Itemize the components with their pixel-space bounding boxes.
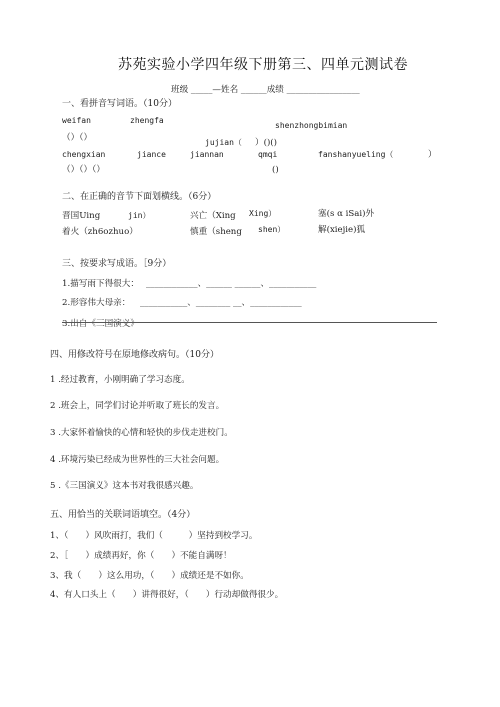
pinyin-fanshanyueling: fanshanyueling（: [318, 150, 394, 159]
syllable-item-saiwai: 塞(s α iSai)外: [318, 209, 375, 219]
section-2-heading: 二、在正确的音节下面划横线。（6分）: [62, 192, 217, 202]
pinyin-weifan: weifan: [62, 116, 91, 125]
answer-blanks-row1: （）（）: [62, 133, 93, 143]
section-1-heading: 一、看拼音写词语。（10分）: [62, 99, 177, 109]
syllable-item-jinguo: 晋国Uing: [62, 211, 101, 221]
conjunction-item-4: 4、有人口头上（ ）讲得很好，（ ）行动却做得很少。: [50, 590, 284, 600]
page-crop-divider: [62, 322, 437, 323]
pinyin-jiannan: jiannan: [190, 150, 224, 159]
answer-blanks-row2: （）（）（）: [62, 165, 105, 175]
idiom-question-2-blanks: ___________、________ __、____________: [140, 298, 302, 308]
section-3-heading: 三、按要求写成语。［9分）: [62, 259, 172, 269]
student-info-line: 班级 _____—姓名 ______成绩 _________________: [171, 85, 360, 95]
answer-blanks-jujian: ）()(): [255, 138, 278, 148]
sentence-item-2: 2 .班会上，同学们讨论并听取了班长的发言。: [50, 401, 225, 411]
syllable-item-jinguo-tail: jin）: [128, 211, 151, 220]
pinyin-qmqi: qmqi: [258, 150, 278, 159]
conjunction-item-2: 2、［ ）成绩再好，你（ ）不能自满呀！: [50, 551, 232, 561]
section-4-heading: 四、用修改符号在原地修改病句。（10分）: [50, 350, 219, 360]
pinyin-jiance: jiance: [137, 150, 166, 159]
syllable-item-zhaohuo: 着火（zh6ozhuo）: [62, 227, 138, 237]
answer-blank-qmqi: (): [272, 165, 279, 175]
pinyin-jujian: jujian（: [205, 138, 242, 147]
pinyin-shenzhongbimian: shenzhongbimian: [275, 121, 348, 130]
pinyin-chengxian: chengxian: [62, 150, 106, 159]
sentence-item-3: 3 .大家怀着愉快的心情和轻快的步伐走进校门。: [50, 428, 233, 438]
idiom-question-2-label: 2.形容伟大母亲：: [62, 298, 131, 308]
idiom-question-3-label: 3.出自《三国演义》: [62, 319, 139, 329]
sentence-item-5: 5 .《三国演义》这本书对我很感兴趣。: [50, 481, 199, 491]
idiom-question-1-blanks: ____________、______ ______、___________: [146, 279, 317, 289]
section-5-heading: 五、用恰当的关联词语填空。（4分）: [50, 510, 196, 520]
bracket-close: ）: [428, 150, 437, 160]
pinyin-zhengfa: zhengfa: [130, 116, 164, 125]
sentence-item-1: 1 .经过教育，小刚明确了学习态度。: [50, 375, 190, 385]
syllable-item-xingwang: 兴亡（Xing: [190, 211, 236, 221]
syllable-item-xiehu: 解(xiejie)狐: [318, 225, 366, 235]
syllable-item-shenzhong: 慎重（sheng: [190, 227, 242, 237]
conjunction-item-1: 1、（ ）风吹雨打，我们（ ）坚持到校学习。: [50, 531, 258, 541]
page-title: 苏苑实验小学四年级下册第三、四单元测试卷: [118, 57, 408, 73]
syllable-item-shenzhong-tail: shen）: [258, 225, 286, 234]
conjunction-item-3: 3、我（ ）这么用功，（ ）成绩还是不如你。: [50, 571, 249, 581]
sentence-item-4: 4 .环境污染已经成为世界性的三大社会问题。: [50, 455, 225, 465]
idiom-question-1-label: 1.描写雨下得很大：: [62, 279, 139, 289]
syllable-item-xingwang-tail: Xing）: [249, 209, 277, 218]
